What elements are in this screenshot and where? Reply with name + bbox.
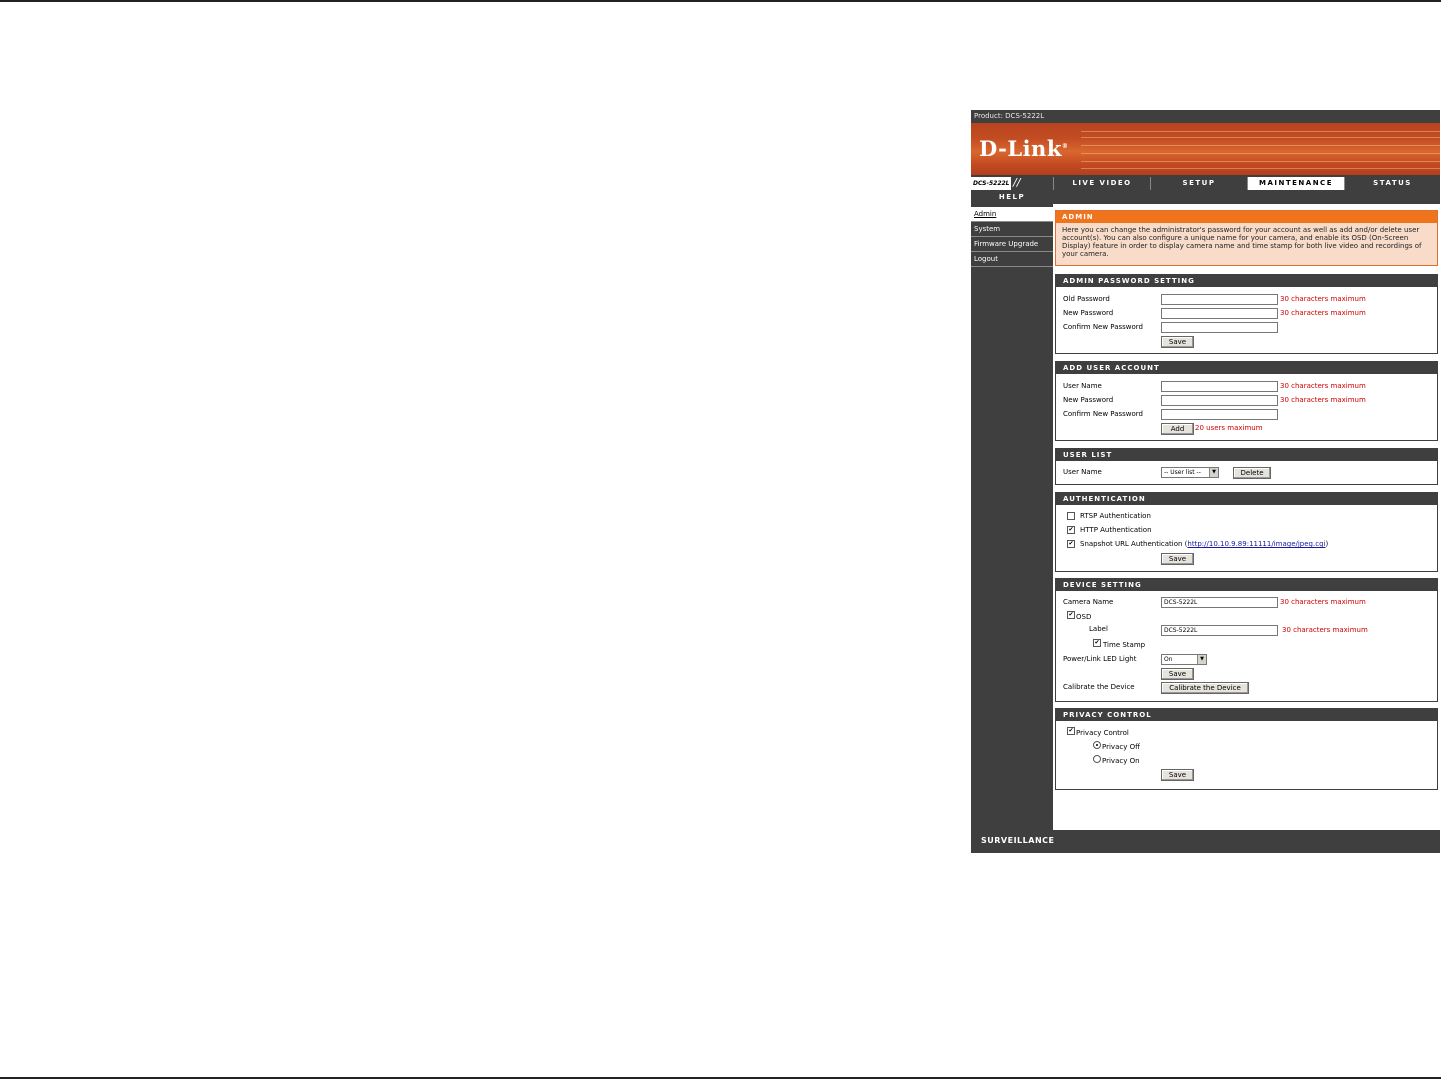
user-name-input[interactable] (1161, 381, 1278, 392)
new-password-label: New Password (1063, 309, 1114, 317)
user-confirm-input[interactable] (1161, 409, 1278, 420)
privacy-off-label: Privacy Off (1102, 743, 1140, 751)
section-title: ADMIN PASSWORD SETTING (1056, 275, 1437, 287)
user-confirm-label: Confirm New Password (1063, 410, 1144, 418)
section-title: AUTHENTICATION (1056, 493, 1437, 505)
product-label: Product: DCS-5222L (971, 110, 1440, 123)
camera-name-label: Camera Name (1063, 598, 1114, 606)
save-auth-button[interactable]: Save (1161, 553, 1194, 565)
section-title: ADD USER ACCOUNT (1056, 362, 1437, 374)
tab-status[interactable]: STATUS (1344, 177, 1440, 190)
footer-bar (971, 830, 1440, 853)
privacy-on-radio[interactable] (1093, 755, 1101, 763)
slashes-icon: // (1013, 176, 1021, 189)
osd-label-input[interactable]: DCS-5222L (1161, 625, 1278, 636)
dlink-logo: D-Link® (979, 136, 1069, 161)
footer-label: SURVEILLANCE (981, 836, 1055, 845)
new-password-hint: 30 characters maximum (1280, 309, 1366, 317)
save-privacy-button[interactable]: Save (1161, 769, 1194, 781)
user-list-section (1055, 448, 1438, 485)
camera-name-input[interactable]: DCS-5222L (1161, 597, 1278, 608)
sidebar-item-system[interactable]: System (971, 222, 1053, 237)
admin-title: ADMIN (1056, 211, 1437, 223)
user-password-input[interactable] (1161, 395, 1278, 406)
user-list-label: User Name (1063, 468, 1102, 476)
led-select[interactable]: On ▼ (1161, 654, 1207, 665)
tab-help[interactable]: HELP (998, 193, 1026, 201)
old-password-input[interactable] (1161, 294, 1278, 305)
snapshot-url-link[interactable]: http://10.10.9.89:11111/image/jpeg.cgi (1187, 540, 1326, 548)
osd-checkbox[interactable]: ✔ (1068, 611, 1074, 618)
add-user-button[interactable]: Add (1161, 423, 1194, 435)
privacy-control-checkbox[interactable]: ✔ (1068, 727, 1074, 734)
timestamp-label: Time Stamp (1103, 641, 1146, 649)
delete-user-button[interactable]: Delete (1233, 467, 1271, 479)
chevron-down-icon: ▼ (1209, 468, 1218, 477)
section-title: PRIVACY CONTROL (1056, 709, 1437, 721)
privacy-on-label: Privacy On (1102, 757, 1140, 765)
camera-web-ui (971, 110, 1440, 853)
brand-banner (971, 123, 1440, 175)
osd-label-label: Label (1089, 625, 1108, 633)
users-max-hint: 20 users maximum (1195, 424, 1263, 432)
http-auth-label: HTTP Authentication (1080, 526, 1152, 534)
led-label: Power/Link LED Light (1063, 655, 1137, 663)
http-auth-checkbox[interactable]: ✔ (1068, 526, 1074, 533)
top-nav (971, 175, 1440, 190)
sidebar-item-admin[interactable]: Admin (971, 207, 1053, 222)
page-bottom-rule (0, 1077, 1441, 1079)
model-tab: DCS-5222L (971, 177, 1011, 190)
admin-description: Here you can change the administrator's password for your account as well as add and/or delete user account(s). You can also configure a unique name for your camera, and enable its OSD (On-Screen Display) feature in order to display camera name and time stamp for both live video and recordings of your camera. (1062, 226, 1422, 258)
old-password-label: Old Password (1063, 295, 1110, 303)
chevron-down-icon: ▼ (1197, 655, 1206, 664)
rtsp-auth-checkbox[interactable] (1067, 512, 1075, 520)
user-list-select[interactable]: -- User list -- ▼ (1161, 467, 1219, 478)
help-row (971, 190, 1440, 204)
device-setting-section (1055, 578, 1438, 702)
timestamp-checkbox[interactable]: ✔ (1094, 639, 1100, 646)
new-password-input[interactable] (1161, 308, 1278, 319)
add-user-section (1055, 361, 1438, 441)
privacy-control-section (1055, 708, 1438, 790)
tab-maintenance[interactable]: MAINTENANCE (1247, 177, 1344, 190)
tab-live-video[interactable]: LIVE VIDEO (1053, 177, 1150, 190)
save-password-button[interactable]: Save (1161, 336, 1194, 348)
confirm-password-label: Confirm New Password (1063, 323, 1144, 331)
save-device-button[interactable]: Save (1161, 668, 1194, 680)
admin-password-section (1055, 274, 1438, 354)
page-top-rule (0, 0, 1441, 2)
camera-name-hint: 30 characters maximum (1280, 598, 1366, 606)
snapshot-auth-checkbox[interactable]: ✔ (1068, 540, 1074, 547)
user-name-hint: 30 characters maximum (1280, 382, 1366, 390)
snapshot-auth-label: Snapshot URL Authentication (http://10.10.9.89:11111/image/jpeg.cgi) (1080, 540, 1329, 548)
privacy-off-radio[interactable] (1093, 741, 1101, 749)
osd-label: OSD (1076, 613, 1092, 621)
sidebar (971, 204, 1053, 830)
confirm-password-input[interactable] (1161, 322, 1278, 333)
tab-setup[interactable]: SETUP (1150, 177, 1247, 190)
old-password-hint: 30 characters maximum (1280, 295, 1366, 303)
section-title: DEVICE SETTING (1056, 579, 1437, 591)
user-password-label: New Password (1063, 396, 1114, 404)
rtsp-auth-label: RTSP Authentication (1080, 512, 1151, 520)
calibrate-button[interactable]: Calibrate the Device (1161, 682, 1249, 694)
privacy-control-label: Privacy Control (1076, 729, 1129, 737)
section-title: USER LIST (1056, 449, 1437, 461)
authentication-section (1055, 492, 1438, 572)
sidebar-item-firmware-upgrade[interactable]: Firmware Upgrade (971, 237, 1053, 252)
sidebar-item-logout[interactable]: Logout (971, 252, 1053, 267)
user-password-hint: 30 characters maximum (1280, 396, 1366, 404)
admin-intro (1055, 210, 1438, 266)
user-name-label: User Name (1063, 382, 1102, 390)
osd-label-hint: 30 characters maximum (1282, 626, 1368, 634)
calibrate-label: Calibrate the Device (1063, 683, 1135, 691)
